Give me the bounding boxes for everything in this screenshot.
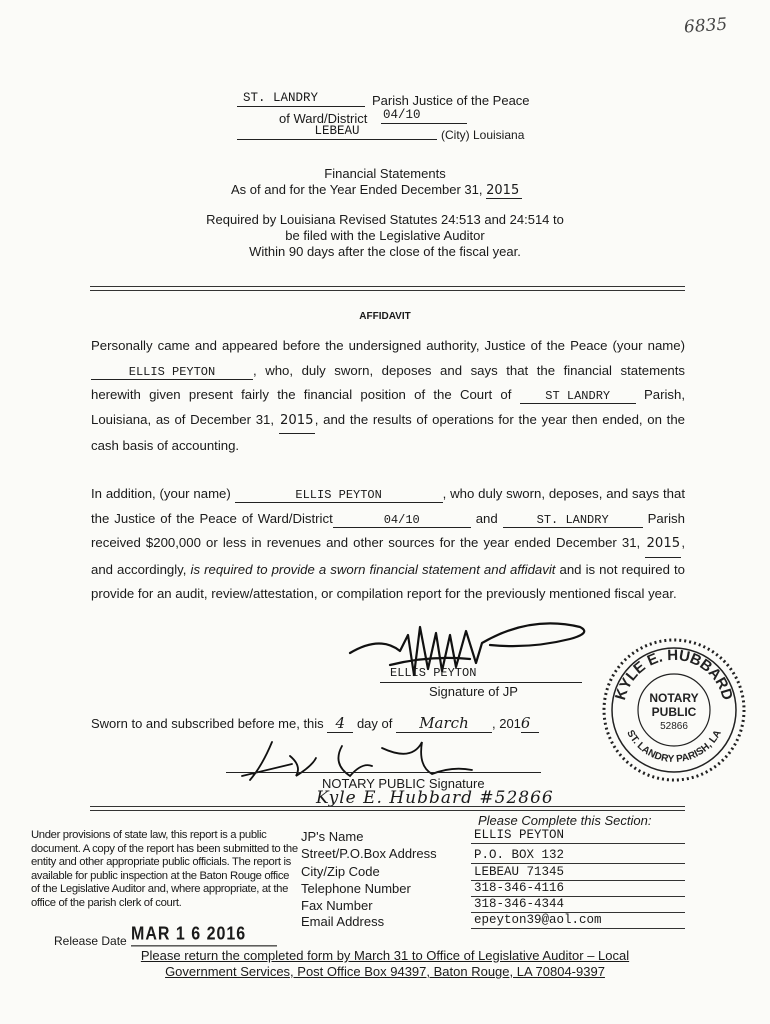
p2-text-b: , who duly sworn, deposes, and says that the Justice of the Peace of Ward/District [91, 486, 685, 526]
p2-year: 2015 [645, 532, 681, 558]
handwritten-page-number: 6835 [683, 14, 728, 38]
divider-top-2 [90, 290, 685, 291]
city-zip-label: City/Zip Code [301, 864, 380, 879]
affidavit-paragraph-2 [91, 482, 685, 607]
seal-center-2: PUBLIC [651, 705, 697, 719]
seal-center-1: NOTARY [649, 691, 699, 705]
ward-field [381, 107, 467, 124]
p1-court: ST LANDRY [520, 389, 636, 404]
city-zip-value: LEBEAU 71345 [474, 865, 565, 879]
jp-name-field [471, 826, 685, 844]
p1-name: ELLIS PEYTON [91, 365, 253, 380]
city-field [237, 123, 437, 140]
return-instructions-line-1: Please return the completed form by March 31 to Office of Legislative Auditor – Local [140, 948, 630, 963]
jp-signature-label: Signature of JP [429, 684, 518, 699]
notary-seal-text [600, 636, 748, 784]
affidavit-heading: AFFIDAVIT [359, 311, 411, 322]
parish-field [237, 90, 365, 107]
divider-bottom [90, 806, 685, 807]
jp-printed-name: ELLIS PEYTON [390, 666, 477, 680]
parish-label: Parish Justice of the Peace [372, 93, 530, 108]
jp-name-value: ELLIS PEYTON [474, 828, 565, 842]
public-report-disclaimer: Under provisions of state law, this report is a public document. A copy of the report has been submitted to the entity and other appropriate public officials. The report is available for public inspection at the Baton Rouge office of the Legislative Auditor and, where appropriate, at the office of the parish clerk of court. [31, 829, 298, 909]
title-year-label: As of and for the Year Ended December 31, [231, 182, 483, 197]
sworn-month: March [396, 714, 492, 733]
p2-ward: 04/10 [333, 513, 471, 528]
sworn-text-c: , 201 [491, 716, 521, 731]
title-line-1: Financial Statements [324, 166, 446, 181]
email-field [471, 911, 685, 929]
affidavit-paragraph-1 [91, 334, 685, 459]
requirement-line-2: be filed with the Legislative Auditor [285, 228, 485, 243]
p2-italic: is required to provide a sworn financial statement and affidavit [190, 561, 556, 577]
release-date-label: Release Date [54, 934, 127, 948]
jp-name-label: JP's Name [301, 829, 364, 844]
sworn-text-b: day of [356, 716, 393, 731]
title-year-value: 2015 [486, 183, 522, 199]
p1-text-c: Parish, Louisiana, as of December 31, [91, 387, 685, 427]
sworn-year-digit: 6 [521, 714, 539, 733]
jp-signature-line [380, 682, 582, 683]
fax-value: 318-346-4344 [474, 897, 565, 911]
address-value: P.O. BOX 132 [474, 848, 565, 862]
p2-text-f: and is not required to provide for an audit, review/attestation, or compilation report for the previously mentioned fiscal year. [91, 561, 685, 602]
telephone-value: 318-346-4116 [474, 881, 565, 895]
notary-signature-label: NOTARY PUBLIC Signature [322, 776, 485, 791]
p1-year: 2015 [279, 409, 315, 435]
seal-top-text: KYLE E. HUBBARD [612, 646, 736, 702]
email-label: Email Address [301, 914, 385, 929]
svg-text:ST. LANDRY PARISH, LA [624, 728, 723, 765]
telephone-label: Telephone Number [301, 881, 411, 896]
p2-parish: ST. LANDRY [503, 513, 643, 528]
notary-seal [600, 636, 748, 784]
title-line-2 [231, 182, 522, 199]
city-label: (City) Louisiana [441, 128, 525, 142]
sworn-line [91, 714, 539, 733]
p2-name: ELLIS PEYTON [235, 488, 443, 503]
email-value: epeyton39@aol.com [474, 913, 602, 927]
divider-top [90, 286, 685, 287]
divider-bottom-2 [90, 810, 685, 811]
seal-bottom-text: ST. LANDRY PARISH, LA [624, 728, 724, 766]
requirement-line-3: Within 90 days after the close of the fiscal year. [249, 244, 521, 259]
return-instructions-line-2: Government Services, Post Office Box 94397, Baton Rouge, LA 70804-9397 [165, 964, 605, 979]
notary-signature-line [226, 772, 541, 773]
notary-handwritten-name: Kyle E. Hubbard #52866 [316, 788, 554, 808]
ward-value: 04/10 [383, 108, 421, 122]
address-field [471, 846, 685, 864]
seal-center-3: 52866 [660, 721, 688, 732]
ward-label: of Ward/District [279, 111, 368, 126]
contact-heading: Please Complete this Section: [478, 813, 652, 828]
release-date-stamp: MAR 1 6 2016 [131, 925, 277, 947]
sworn-text-a: Sworn to and subscribed before me, this [91, 716, 324, 731]
city-value: LEBEAU [314, 124, 360, 138]
p2-text-e: , and accordingly, [91, 535, 685, 577]
p1-text-a: Personally came and appeared before the undersigned authority, Justice of the Peace (your name) [91, 338, 685, 353]
parish-value: ST. LANDRY [243, 91, 319, 105]
p1-text-d: , and the results of operations for the year then ended, on the cash basis of accounting. [91, 411, 685, 454]
requirement-line-1: Required by Louisiana Revised Statutes 24:513 and 24:514 to [206, 212, 564, 227]
p2-text-d: Parish received $200,000 or less in revenues and other sources for the year ended December 31, [91, 510, 685, 551]
fax-label: Fax Number [301, 898, 373, 913]
p2-text-a: In addition, (your name) [91, 486, 231, 501]
p2-text-c: and [475, 510, 498, 526]
p1-text-b: , who, duly sworn, deposes and says that the financial statements herewith given present fairly the financial position of the Court of [91, 362, 685, 403]
address-label: Street/P.O.Box Address [301, 846, 437, 861]
sworn-day: 4 [327, 714, 353, 733]
